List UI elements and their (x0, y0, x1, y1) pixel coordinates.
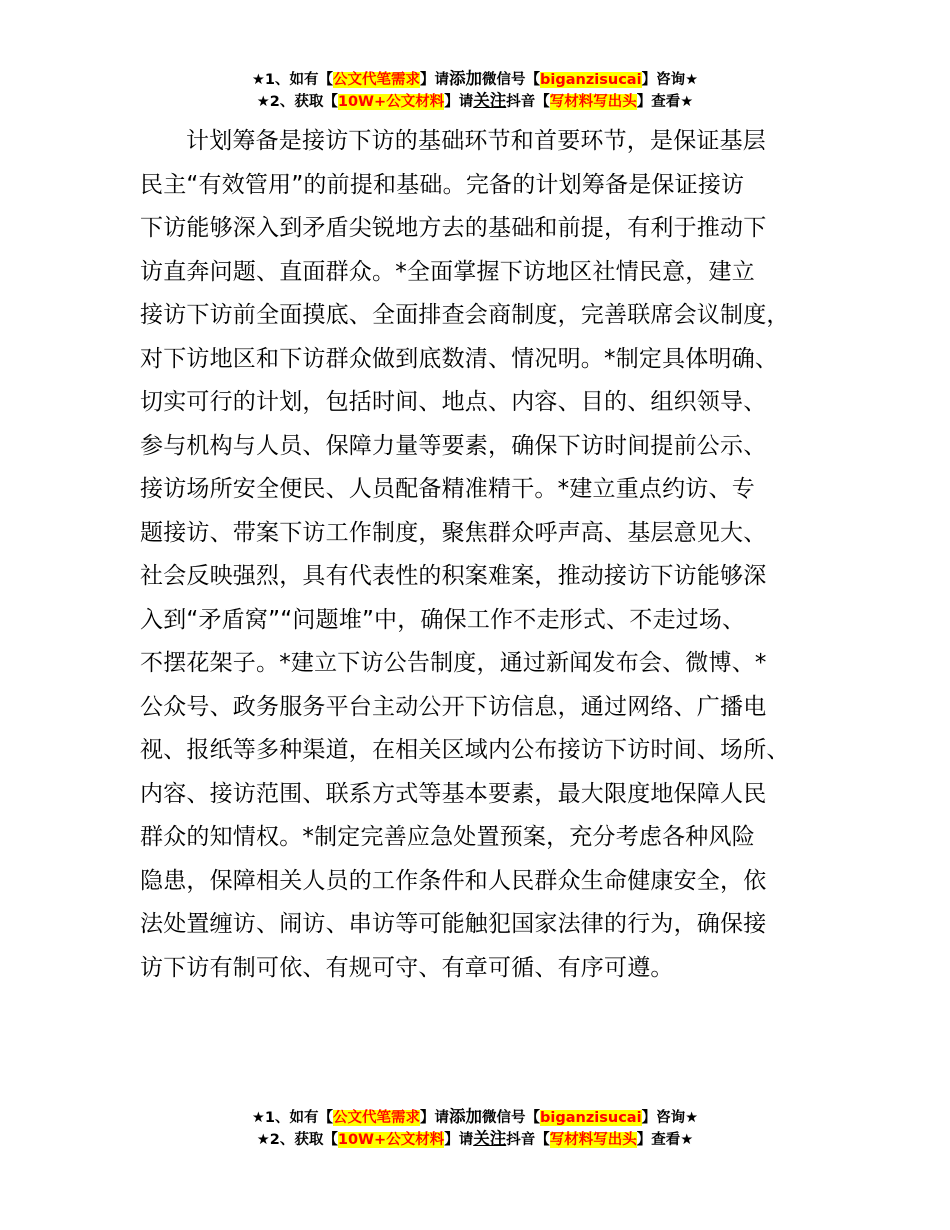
body-line: 对下访地区和下访群众做到底数清、情况明。*制定具体明确、 (140, 345, 779, 372)
banner-text: 抖音【 (506, 1132, 550, 1148)
body-line: 公众号、政务服务平台主动公开下访信息，通过网络、广播电 (140, 693, 767, 720)
banner-text: ★1、如有【 (251, 72, 334, 88)
banner-text: 】查看★ (636, 1132, 694, 1148)
banner-line-2 (0, 1128, 950, 1150)
banner-text: 】咨询★ (641, 1110, 699, 1126)
banner-highlight: 10W+公文材料 (337, 94, 445, 110)
body-line: 社会反映强烈，具有代表性的积案难案，推动接访下访能够深 (140, 563, 767, 589)
banner-highlight: 写材料写出头 (549, 1132, 637, 1148)
banner-text: 微信号【 (482, 1110, 541, 1126)
body-line: 访下访有制可依、有规可守、有章可循、有序可遵。 (140, 954, 674, 981)
body-line: 切实可行的计划，包括时间、地点、内容、目的、组织领导、 (140, 389, 767, 415)
body-line: 接访下访前全面摸底、全面排查会商制度，完善联席会议制度， (140, 302, 790, 328)
banner-text: ★2、获取【 (256, 94, 338, 110)
body-line: 群众的知情权。*制定完善应急处置预案，充分考虑各种风险 (140, 824, 755, 850)
body-line: 题接访、带案下访工作制度，聚焦群众呼声高、基层意见大、 (140, 519, 767, 546)
body-paragraph (140, 120, 840, 990)
body-line: 隐患，保障相关人员的工作条件和人民群众生命健康安全，依 (140, 867, 767, 894)
banner-line-1 (0, 1106, 950, 1128)
banner-highlight: 公文代笔需求 (333, 72, 421, 88)
body-line: 计划筹备是接访下访的基础环节和首要环节，是保证基层 (186, 128, 766, 154)
banner-highlight: biganzisucai (540, 1110, 642, 1126)
body-line: 入到“矛盾窝”“问题堆”中，确保工作不走形式、不走过场、 (140, 606, 746, 633)
banner-highlight: biganzisucai (540, 72, 642, 88)
banner-text: 抖音【 (506, 94, 550, 110)
body-line: 视、报纸等多种渠道，在相关区域内公布接访下访时间、场所、 (140, 737, 790, 763)
body-line: 不摆花架子。*建立下访公告制度，通过新闻发布会、微博、* (140, 650, 767, 676)
banner-highlight: 公文代笔需求 (333, 1110, 421, 1126)
banner-text: 】咨询★ (641, 72, 699, 88)
body-line: 访直奔问题、直面群众。*全面掌握下访地区社情民意，建立 (140, 258, 755, 285)
body-line: 内容、接访范围、联系方式等基本要素，最大限度地保障人民 (140, 780, 767, 807)
banner-emphasis: 关注 (473, 1129, 507, 1148)
banner-text: ★2、获取【 (256, 1132, 338, 1148)
banner-text: 】请 (444, 94, 474, 110)
banner-text: 】请 (420, 72, 450, 88)
banner-emphasis: 关注 (473, 91, 507, 110)
banner-text: 】查看★ (636, 94, 694, 110)
body-line: 参与机构与人员、保障力量等要素，确保下访时间提前公示、 (140, 432, 767, 459)
body-line: 法处置缠访、闹访、串访等可能触犯国家法律的行为，确保接 (140, 911, 767, 937)
body-line: 民主“有效管用”的前提和基础。完备的计划筹备是保证接访 (140, 171, 745, 198)
banner-line-1 (0, 68, 950, 90)
footer-banner (0, 1106, 950, 1150)
header-banner (0, 68, 950, 112)
banner-text: ★1、如有【 (251, 1110, 334, 1126)
banner-text: 】请 (420, 1110, 450, 1126)
banner-text: 微信号【 (482, 72, 541, 88)
body-line: 接访场所安全便民、人员配备精准精干。*建立重点约访、专 (140, 476, 755, 502)
banner-emphasis: 添加 (449, 1107, 483, 1126)
body-line: 下访能够深入到矛盾尖锐地方去的基础和前提，有利于推动下 (140, 215, 767, 241)
banner-emphasis: 添加 (449, 69, 483, 88)
banner-highlight: 写材料写出头 (549, 94, 637, 110)
banner-text: 】请 (444, 1132, 474, 1148)
banner-highlight: 10W+公文材料 (337, 1132, 445, 1148)
banner-line-2 (0, 90, 950, 112)
